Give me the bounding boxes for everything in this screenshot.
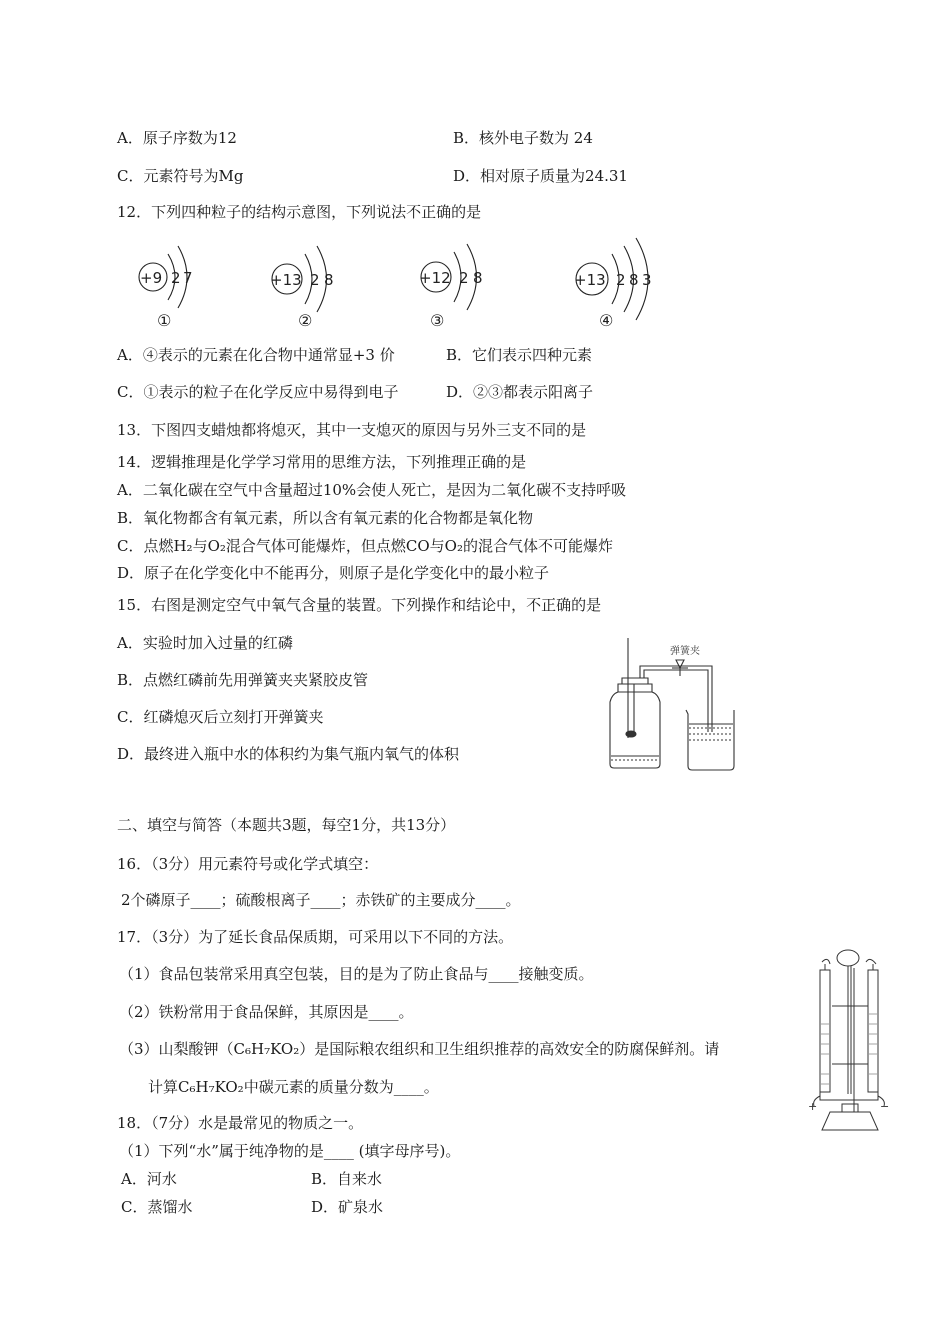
q11-option-a: A．原子序数为12 [117,129,237,147]
shell-electrons: 2 [171,269,181,287]
q11-option-d: D．相对原子质量为24.31 [453,167,628,185]
shell-electrons: 8 [473,269,483,287]
q15-stem: 15．右图是测定空气中氧气含量的装置。下列操作和结论中，不正确的是 [117,596,602,614]
q18-option-b: B．自来水 [311,1170,383,1188]
q14-stem: 14．逻辑推理是化学学习常用的思维方法，下列推理正确的是 [117,453,527,471]
q14-option-b: B．氧化物都含有氧元素，所以含有氧元素的化合物都是氧化物 [117,509,534,527]
q17-stem: 17．（3分）为了延长食品保质期，可采用以下不同的方法。 [117,928,514,946]
nucleus-charge-1: +9 [140,269,163,287]
nucleus-charge-2: +13 [270,271,302,289]
section-2-title: 二、填空与简答（本题共3题，每空1分，共13分） [117,816,456,834]
q17-part-1: （1）食品包装常采用真空包装，目的是为了防止食品与____接触变质。 [119,965,594,983]
q17-part-3: （3）山梨酸钾（C₆H₇KO₂）是国际粮农组织和卫生组织推荐的高效安全的防腐保鲜剂。请 [119,1040,720,1058]
right-tube [868,970,878,1092]
q18-part-1: （1）下列“水”属于纯净物的是____ (填字母序号)。 [119,1142,461,1160]
reservoir-bulb [837,950,859,966]
q18-option-c: C．蒸馏水 [121,1198,193,1216]
oxygen-measurement-apparatus [600,636,760,774]
shell-electrons: 2 [310,271,320,289]
q14-option-d: D．原子在化学变化中不能再分，则原子是化学变化中的最小粒子 [117,564,550,582]
shell-electrons: 8 [629,271,639,289]
apparatus-base [822,1112,878,1130]
spring-clamp [676,660,684,668]
q12-option-b: B．它们表示四种元素 [446,346,593,364]
spring-clamp-label: 弹簧夹 [670,646,700,657]
q15-option-a: A．实验时加入过量的红磷 [117,634,293,652]
bottle-stopper [622,678,648,684]
q17-part-2: （2）铁粉常用于食品保鲜，其原因是____。 [119,1003,414,1021]
q14-option-a: A．二氧化碳在空气中含量超过10%会使人死亡，是因为二氧化碳不支持呼吸 [117,481,627,499]
q17-part-3-cont: 计算C₆H₇KO₂中碳元素的质量分数为____。 [148,1078,439,1096]
q15-option-c: C．红磷熄灭后立刻打开弹簧夹 [117,708,324,726]
particle-label-2: ② [298,311,313,330]
q13-stem: 13．下图四支蜡烛都将熄灭，其中一支熄灭的原因与另外三支不同的是 [117,421,587,439]
left-tube [820,970,830,1092]
particle-label-3: ③ [430,311,445,330]
particle-label-4: ④ [599,311,614,330]
particle-label-1: ① [157,311,172,330]
q11-option-b: B．核外电子数为 24 [453,129,593,147]
shell-electrons: 3 [642,271,652,289]
q15-option-b: B．点燃红磷前先用弹簧夹夹紧胶皮管 [117,671,369,689]
shell-electrons: 7 [183,269,193,287]
q11-option-c: C．元素符号为Mg [117,167,244,185]
shell-electrons: 2 [459,269,469,287]
shell-electrons: 8 [324,271,334,289]
q18-option-a: A．河水 [121,1170,177,1188]
atom-structure-diagrams [120,232,680,332]
gas-collecting-bottle [610,692,660,768]
q16-stem: 16．（3分）用元素符号或化学式填空： [117,855,379,873]
q14-option-c: C．点燃H₂与O₂混合气体可能爆炸，但点燃CO与O₂的混合气体不可能爆炸 [117,537,613,555]
q16-blanks: 2个磷原子____；硫酸根离子____；赤铁矿的主要成分____。 [121,891,521,909]
q12-stem: 12．下列四种粒子的结构示意图，下列说法不正确的是 [117,203,482,221]
q15-option-d: D．最终进入瓶中水的体积约为集气瓶内氧气的体积 [117,745,460,763]
q12-option-c: C．①表示的粒子在化学反应中易得到电子 [117,383,399,401]
q12-option-a: A．④表示的元素在化合物中通常显+3 价 [117,346,395,364]
shell-electrons: 2 [616,271,626,289]
q18-stem: 18．（7分）水是最常见的物质之一。 [117,1114,364,1132]
q18-option-d: D．矿泉水 [311,1198,384,1216]
q12-option-d: D．②③都表示阳离子 [446,383,594,401]
nucleus-charge-3: +12 [419,269,451,287]
svg-text:−: − [880,1100,890,1113]
nucleus-charge-4: +13 [574,271,606,289]
electrolysis-apparatus [808,944,890,1138]
svg-text:+: + [808,1100,818,1113]
